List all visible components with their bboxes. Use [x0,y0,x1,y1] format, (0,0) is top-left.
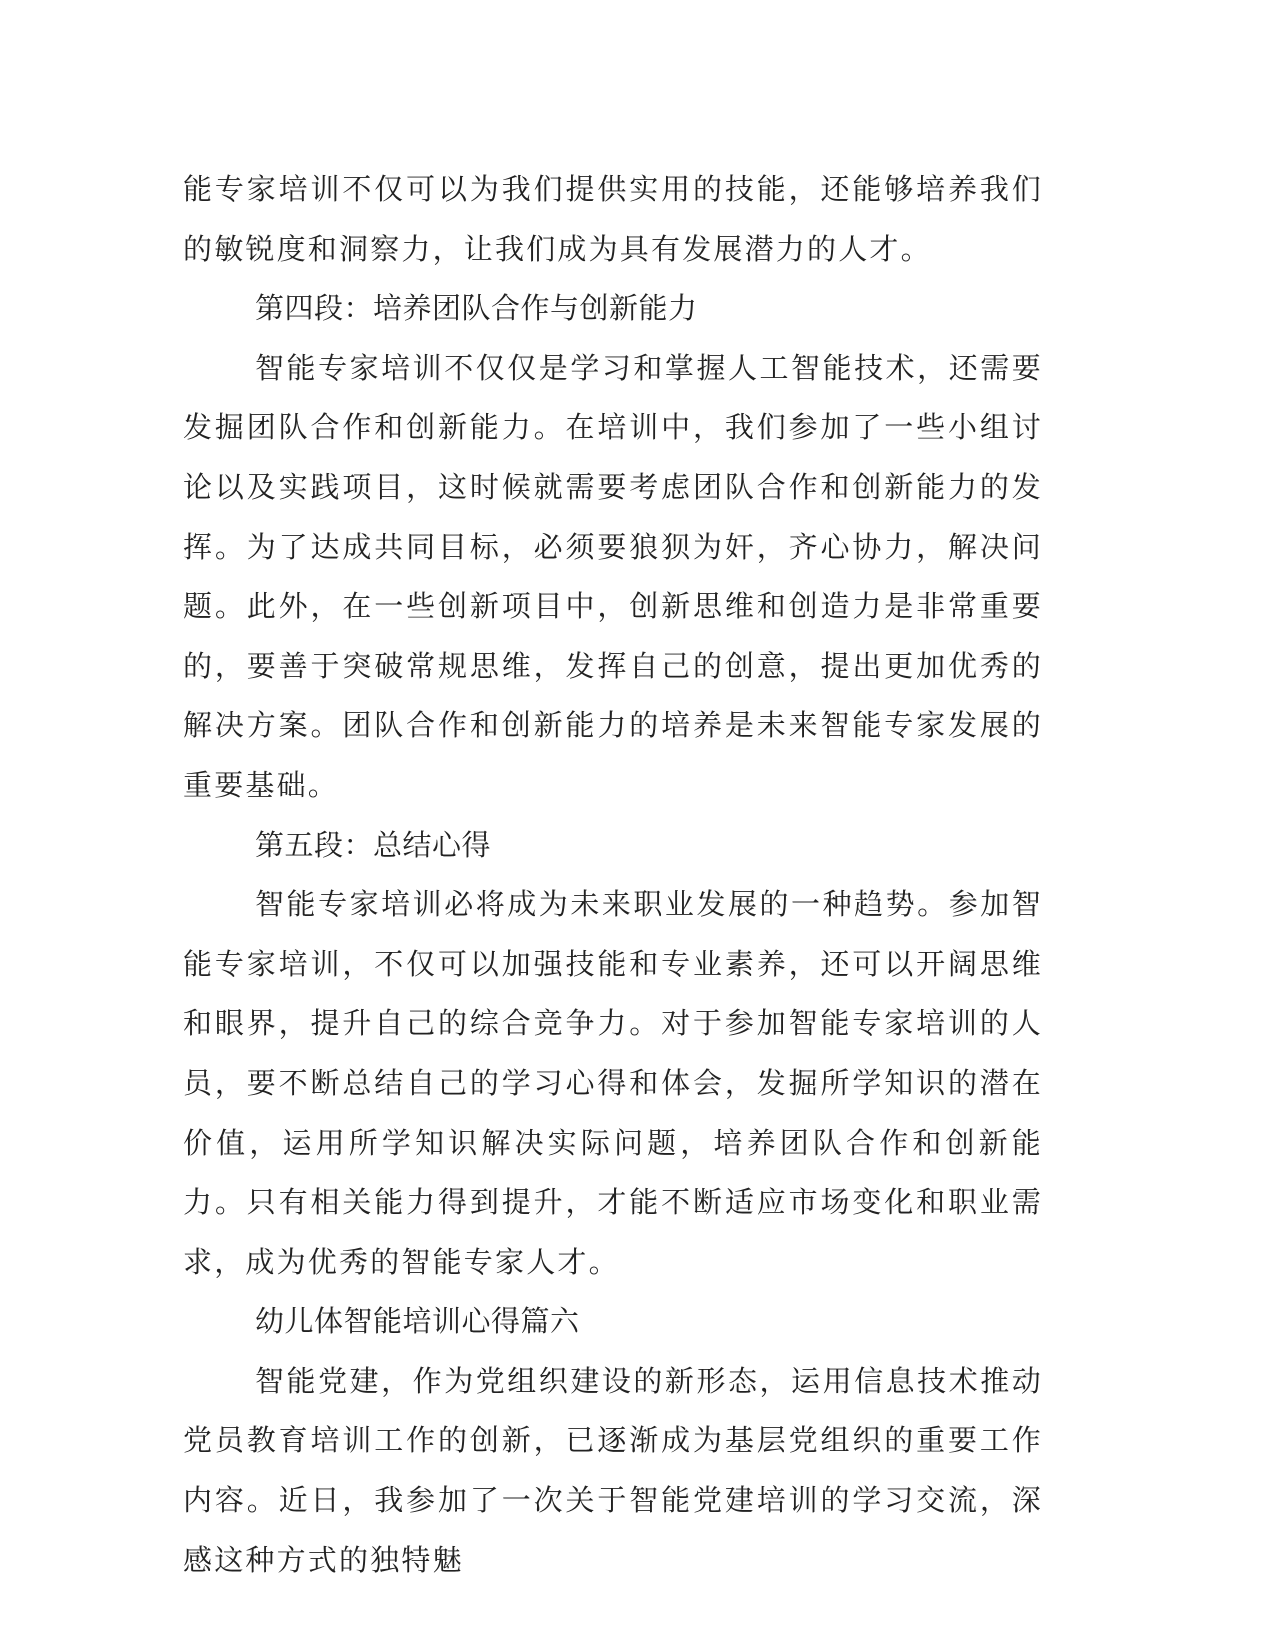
paragraph-section-4: 智能专家培训不仅仅是学习和掌握人工智能技术，还需要发掘团队合作和创新能力。在培训中，我们参加了一些小组讨论以及实践项目，这时候就需要考虑团队合作和创新能力的发挥。为了达成共同目标，必须要狼狈为奸，齐心协力，解决问题。此外，在一些创新项目中，创新思维和创造力是非常重要的，要善于突破常规思维，发挥自己的创意，提出更加优秀的解决方案。团队合作和创新能力的培养是未来智能专家发展的重要基础。 [183,350,1043,802]
document-body [183,160,1043,1590]
paragraph-section-5: 智能专家培训必将成为未来职业发展的一种趋势。参加智能专家培训，不仅可以加强技能和专业素养，还可以开阔思维和眼界，提升自己的综合竞争力。对于参加智能专家培训的人员，要不断总结自己的学习心得和体会，发掘所学知识的潜在价值，运用所学知识解决实际问题，培养团队合作和创新能力。只有相关能力得到提升，才能不断适应市场变化和职业需求，成为优秀的智能专家人才。 [183,887,1043,1279]
article-heading-part-6: 幼儿体智能培训心得篇六 [255,1304,580,1339]
paragraph-continuation: 能专家培训不仅可以为我们提供实用的技能，还能够培养我们的敏锐度和洞察力，让我们成为具有发展潜力的人才。 [183,172,1043,266]
section-heading-4: 第四段：培养团队合作与创新能力 [255,291,698,326]
section-heading-5: 第五段：总结心得 [255,827,492,862]
paragraph-part-6-intro: 智能党建，作为党组织建设的新形态，运用信息技术推动党员教育培训工作的创新，已逐渐成为基层党组织的重要工作内容。近日，我参加了一次关于智能党建培训的学习交流，深感这种方式的独特魅 [183,1363,1043,1577]
